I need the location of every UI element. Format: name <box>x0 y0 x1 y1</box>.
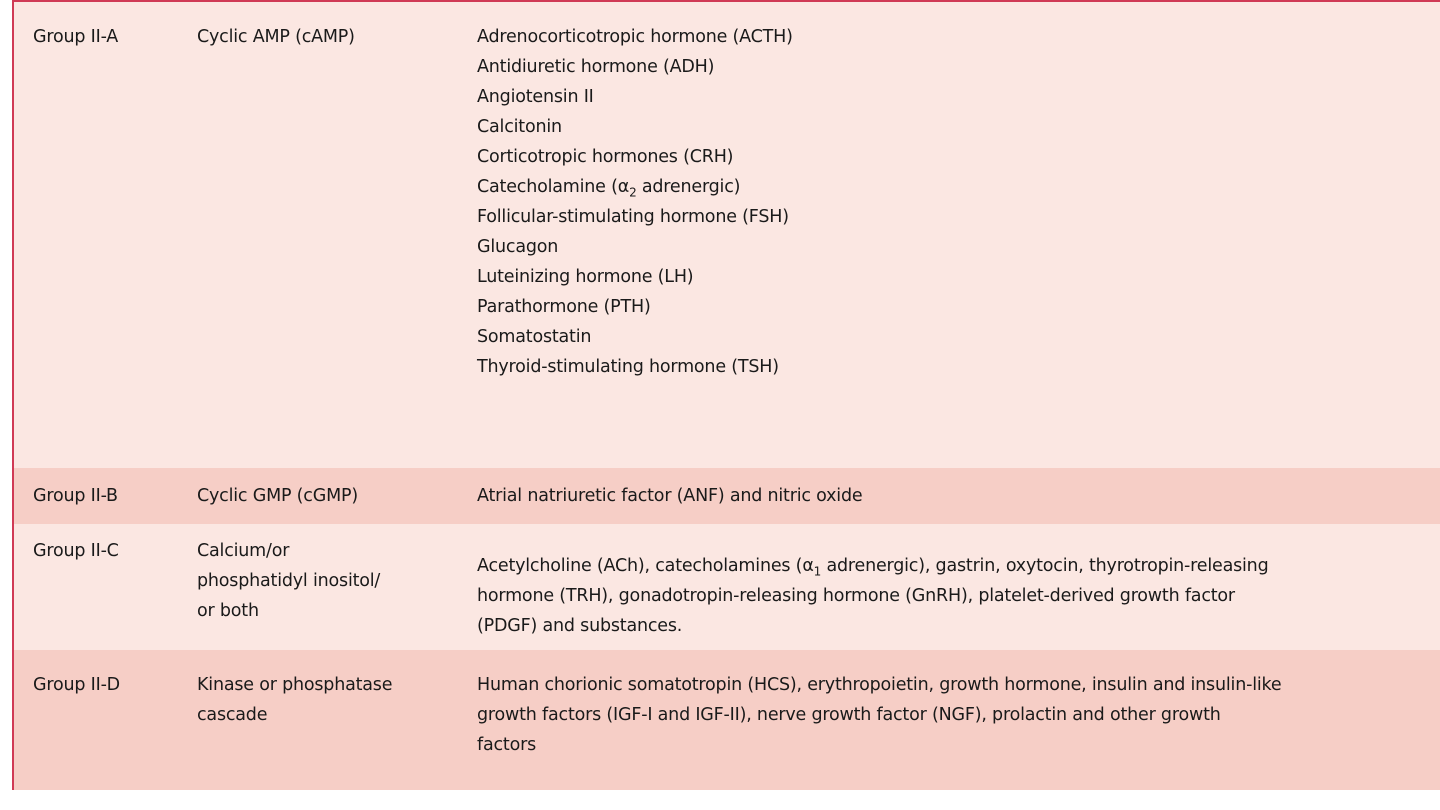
hormone-item: Luteinizing hormone (LH) <box>477 267 694 287</box>
hormone-item: Glucagon <box>477 237 559 257</box>
hormone-text-line: Acetylcholine (ACh), catecholamines ($\alpha_1$ adrenergic), gastrin, oxytocin, thyrotropin-releasing <box>477 556 1269 579</box>
second-messenger-cell: Calcium/or phosphatidyl inositol/ or both <box>197 541 381 621</box>
hormone-item: Parathormone (PTH) <box>477 297 651 317</box>
hormone-text-line: (PDGF) and substances. <box>477 616 683 636</box>
hormones-cell <box>477 670 1437 760</box>
hormone-item: Adrenocorticotropic hormone (ACTH) <box>477 27 793 47</box>
hormone-item: Follicular-stimulating hormone (FSH) <box>477 207 789 227</box>
hormone-item: Calcitonin <box>477 117 562 137</box>
second-messenger-cell: Kinase or phosphatase cascade <box>197 675 393 725</box>
hormones-cell <box>477 551 1437 641</box>
group-cell: Group II-D <box>33 675 120 695</box>
table-row-group-ii-a <box>14 2 1440 468</box>
hormone-item: Angiotensin II <box>477 87 594 107</box>
group-cell: Group II-C <box>33 541 119 561</box>
second-messenger-cell: Cyclic AMP (cAMP) <box>197 27 355 47</box>
hormone-text-line: Human chorionic somatotropin (HCS), erythropoietin, growth hormone, insulin and insulin-like <box>477 675 1282 695</box>
hormone-item: Catecholamine ($\alpha_2$ adrenergic) <box>477 177 741 200</box>
hormone-text-line: hormone (TRH), gonadotropin-releasing hormone (GnRH), platelet-derived growth factor <box>477 586 1235 606</box>
hormones-cell <box>477 22 1437 382</box>
table-row-group-ii-b <box>14 468 1440 524</box>
group-cell: Group II-B <box>33 486 118 506</box>
hormone-text-line: growth factors (IGF-I and IGF-II), nerve growth factor (NGF), prolactin and other growth <box>477 705 1221 725</box>
group-cell: Group II-A <box>33 27 119 47</box>
hormones-cell <box>477 481 1437 511</box>
hormone-receptor-table <box>12 0 1440 790</box>
hormone-item: Atrial natriuretic factor (ANF) and nitric oxide <box>477 486 863 506</box>
hormone-item: Somatostatin <box>477 327 592 347</box>
table-row-group-ii-c <box>14 524 1440 650</box>
hormone-item: Antidiuretic hormone (ADH) <box>477 57 715 77</box>
table-row-group-ii-d <box>14 650 1440 790</box>
hormone-text-line: factors <box>477 735 536 755</box>
hormone-item: Thyroid-stimulating hormone (TSH) <box>477 357 779 377</box>
hormone-item: Corticotropic hormones (CRH) <box>477 147 734 167</box>
second-messenger-cell: Cyclic GMP (cGMP) <box>197 486 358 506</box>
